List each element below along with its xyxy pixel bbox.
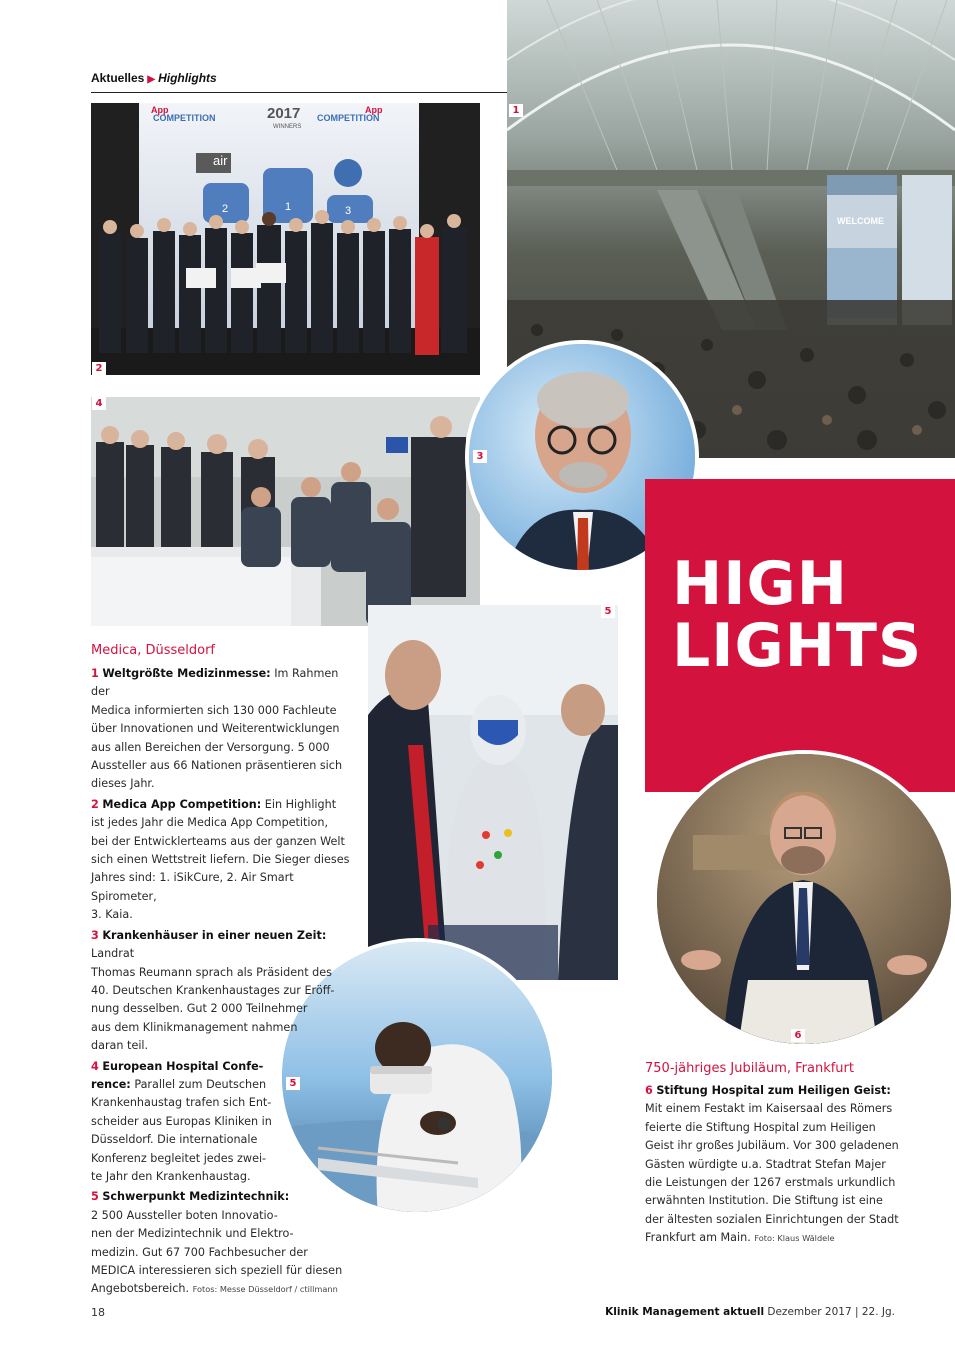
screen-competition-2: COMPETITION bbox=[317, 113, 380, 123]
medica-text bbox=[91, 665, 351, 1301]
screen-app-2: App bbox=[365, 105, 383, 115]
photo-medical-mannequin bbox=[368, 605, 618, 980]
item-3-line-6: daran teil. bbox=[91, 1039, 149, 1053]
screen-place-3: 3 bbox=[345, 205, 352, 217]
item-6-line-7: der ältesten sozialen Einrichtungen der Stadt bbox=[645, 1212, 899, 1226]
photo-number-5a: 5 bbox=[601, 605, 615, 618]
screen-brand-air: air bbox=[213, 153, 228, 168]
journal-name: Klinik Management aktuell bbox=[605, 1306, 765, 1318]
screen-place-1: 1 bbox=[285, 201, 292, 213]
item-6-number: 6 bbox=[645, 1084, 653, 1097]
frankfurt-text bbox=[645, 1082, 925, 1250]
photo-number-4: 4 bbox=[92, 397, 106, 410]
arrow-icon: ▶ bbox=[147, 74, 156, 85]
item-1-line-2: Medica informierten sich 130 000 Fachleute bbox=[91, 703, 337, 717]
page-number: 18 bbox=[91, 1306, 105, 1319]
welcome-banner: WELCOME bbox=[837, 216, 884, 226]
item-3-line-5: aus dem Klinikmanagement nahmen bbox=[91, 1020, 298, 1034]
highlights-line-1: HIGH bbox=[672, 549, 849, 619]
medica-item-4 bbox=[91, 1058, 351, 1187]
item-2-number: 2 bbox=[91, 797, 99, 811]
item-6-line-2: feierte die Stiftung Hospital zum Heiligen bbox=[645, 1120, 876, 1134]
item-6-line-5: die Leistungen der 1267 erstmals urkundlich bbox=[645, 1176, 896, 1190]
item-4-number: 4 bbox=[91, 1059, 99, 1073]
photo-number-5b: 5 bbox=[286, 1077, 300, 1090]
screen-year: 2017 bbox=[267, 105, 301, 122]
item-4-line-1: Parallel zum Deutschen bbox=[134, 1077, 267, 1091]
item-5-title: Schwerpunkt Medizintechnik: bbox=[102, 1190, 290, 1204]
section-label: Aktuelles bbox=[91, 71, 145, 85]
item-5-line-5: Angebotsbereich. bbox=[91, 1282, 190, 1296]
frankfurt-item-6 bbox=[645, 1082, 925, 1248]
item-6-title: Stiftung Hospital zum Heiligen Geist: bbox=[656, 1084, 891, 1097]
item-4-title-2: rence: bbox=[91, 1077, 131, 1091]
item-6-line-1: Mit einem Festakt im Kaisersaal des Römers bbox=[645, 1102, 893, 1116]
item-2-line-3: bei der Entwicklerteams aus der ganzen Welt bbox=[91, 834, 345, 848]
item-6-line-6: erwähnten Institution. Die Stiftung ist eine bbox=[645, 1194, 883, 1208]
item-5-line-4: MEDICA interessieren sich speziell für diesen bbox=[91, 1264, 343, 1277]
item-4-line-4: Düsseldorf. Die internationale bbox=[91, 1133, 258, 1147]
item-3-line-4: nung desselben. Gut 2 000 Teilnehmer bbox=[91, 1002, 308, 1016]
screen-app-1: App bbox=[151, 105, 169, 115]
photo-number-1: 1 bbox=[509, 104, 523, 117]
photo-number-2: 2 bbox=[92, 362, 106, 375]
item-3-title: Krankenhäuser in einer neuen Zeit: bbox=[102, 928, 327, 942]
item-5-number: 5 bbox=[91, 1190, 99, 1204]
screen-winners: WINNERS bbox=[273, 124, 302, 130]
item-1-line-3: über Innovationen und Weiterentwicklungen bbox=[91, 722, 340, 736]
item-2-line-5: Jahres sind: 1. iSikCure, 2. Air Smart Spirometer, bbox=[91, 871, 294, 903]
item-4-line-2: Krankenhaustag trafen sich Ent- bbox=[91, 1096, 272, 1110]
item-3-line-1: Landrat bbox=[91, 947, 135, 961]
photo-app-competition bbox=[91, 103, 480, 375]
item-1-title: Weltgrößte Medizinmesse: bbox=[102, 667, 271, 680]
item-6-line-4: Gästen würdigte u.a. Stadtrat Stefan Majer bbox=[645, 1157, 886, 1171]
item-2-line-6: 3. Kaia. bbox=[91, 908, 133, 922]
frankfurt-heading: 750-jähriges Jubiläum, Frankfurt bbox=[645, 1061, 854, 1076]
photo-number-6: 6 bbox=[791, 1029, 805, 1042]
item-4-line-3: scheider aus Europas Kliniken in bbox=[91, 1114, 272, 1128]
medica-item-1 bbox=[91, 665, 351, 794]
item-2-line-2: ist jedes Jahr die Medica App Competition, bbox=[91, 816, 329, 830]
journal-footer bbox=[605, 1306, 895, 1318]
item-1-number: 1 bbox=[91, 667, 99, 680]
highlights-title bbox=[672, 549, 923, 681]
item-3-number: 3 bbox=[91, 928, 99, 942]
item-6-line-3: Geist ihr großes Jubiläum. Vor 300 geladenen bbox=[645, 1139, 899, 1153]
medica-item-5 bbox=[91, 1188, 351, 1298]
screen-competition-1: COMPETITION bbox=[153, 113, 216, 123]
item-1-line-6: dieses Jahr. bbox=[91, 777, 155, 791]
photo-frankfurt-speaker bbox=[653, 750, 955, 1048]
item-3-line-2: Thomas Reumann sprach als Präsident des bbox=[91, 965, 332, 979]
journal-issue: Dezember 2017 | 22. Jg. bbox=[767, 1306, 895, 1318]
medica-heading: Medica, Düsseldorf bbox=[91, 643, 215, 658]
item-2-title: Medica App Competition: bbox=[102, 797, 262, 811]
photo-hospital-conference bbox=[91, 397, 480, 626]
frankfurt-photo-credit: Foto: Klaus Wäldele bbox=[754, 1233, 835, 1244]
item-6-line-8: Frankfurt am Main. bbox=[645, 1231, 751, 1245]
medica-item-2 bbox=[91, 796, 351, 925]
item-2-line-4: sich einen Wettstreit liefern. Die Sieger dieses bbox=[91, 853, 350, 867]
medica-item-3 bbox=[91, 927, 351, 1056]
item-5-line-2: nen der Medizintechnik und Elektro- bbox=[91, 1227, 294, 1241]
photo-number-3: 3 bbox=[473, 450, 487, 463]
item-3-line-3: 40. Deutschen Krankenhaustages zur Eröff- bbox=[91, 983, 335, 997]
item-5-line-3: medizin. Gut 67 700 Fachbesucher der bbox=[91, 1245, 308, 1259]
screen-place-2: 2 bbox=[222, 203, 229, 215]
highlights-line-2: LIGHTS bbox=[672, 611, 923, 681]
item-4-line-5: Konferenz begleitet jedes zwei- bbox=[91, 1151, 267, 1165]
item-5-line-1: 2 500 Aussteller boten Innovatio- bbox=[91, 1208, 278, 1222]
header-rule bbox=[91, 92, 507, 93]
item-1-line-5: Aussteller aus 66 Nationen präsentieren sich bbox=[91, 759, 343, 773]
item-1-line-1: Im Rahmen der bbox=[91, 667, 339, 699]
item-4-title-1: European Hospital Confe- bbox=[102, 1059, 264, 1073]
item-1-line-4: aus allen Bereichen der Versorgung. 5 000 bbox=[91, 740, 330, 754]
item-4-line-6: te Jahr den Krankenhaustag. bbox=[91, 1169, 251, 1183]
medica-photo-credit: Fotos: Messe Düsseldorf / ctillmann bbox=[192, 1284, 338, 1295]
section-header bbox=[91, 71, 217, 85]
subsection-label: Highlights bbox=[158, 71, 217, 85]
item-2-line-1: Ein Highlight bbox=[264, 797, 337, 811]
